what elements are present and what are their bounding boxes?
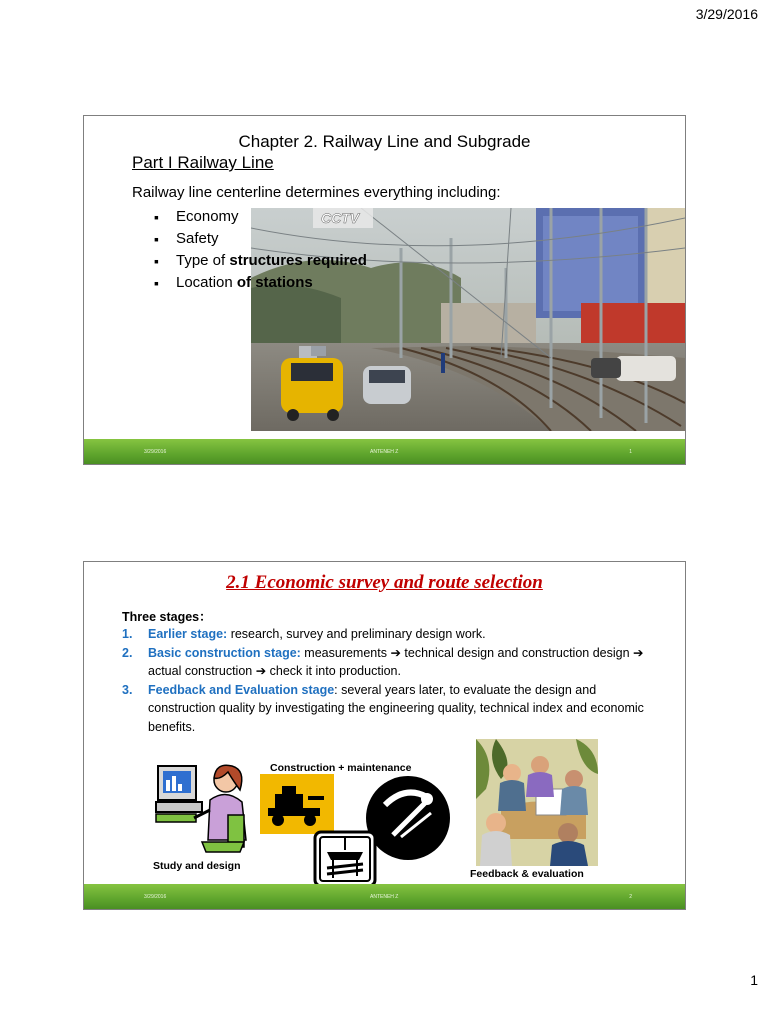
footer-date: 3/29/2016 [144,449,167,455]
slide-title: Chapter 2. Railway Line and Subgrade [238,132,531,151]
stage-item: 1. Earlier stage: research, survey and preliminary design work. [122,627,486,641]
crane-clipart [313,830,377,888]
page-date: 3/29/2016 [695,6,758,22]
slide-title: 2.1 Economic survey and route selection [226,572,543,593]
cctv-logo: CCTV [321,210,360,226]
slide-subtitle: Part I Railway Line [132,153,274,172]
construction-maintenance-label: Construction + maintenance [270,762,412,774]
slide-intro-text: Railway line centerline determines everything including: [132,184,501,201]
stages-list [122,625,662,736]
stage-item: 2. Basic construction stage: measurements ➔ technical design and construction design ➔ actual construction ➔ check it into production. [122,645,644,678]
footer-slide-number: 2 [629,894,632,900]
footer-author: ANTENEH Z [370,449,399,455]
slide-footer [84,884,685,909]
study-design-clipart [154,760,249,855]
bullet-item: ▪ Location of stations [152,272,367,294]
slide-2 [83,561,686,910]
stage-item: 3. Feedback and Evaluation stage: several years later, to evaluate the design and construction quality by investigating the engineering quality, technical index and economic benefits. [122,682,644,734]
feedback-evaluation-label: Feedback & evaluation [470,868,584,880]
study-design-label: Study and design [153,860,241,872]
slide-footer [84,439,685,464]
bullet-list [152,206,367,294]
footer-slide-number: 1 [629,449,632,455]
bullet-item: ▪ Safety [152,228,367,250]
slide-1 [83,115,686,465]
feedback-evaluation-clipart [476,739,598,866]
footer-author: ANTENEH Z [370,894,399,900]
construction-clipart [260,774,334,834]
bullet-item: ▪ Type of structures required [152,250,367,272]
tools-clipart [365,775,451,861]
page-number: 1 [750,972,758,988]
footer-date: 3/29/2016 [144,894,167,900]
bullet-item: ▪ Economy [152,206,367,228]
stages-label: Three stages： [122,610,212,624]
